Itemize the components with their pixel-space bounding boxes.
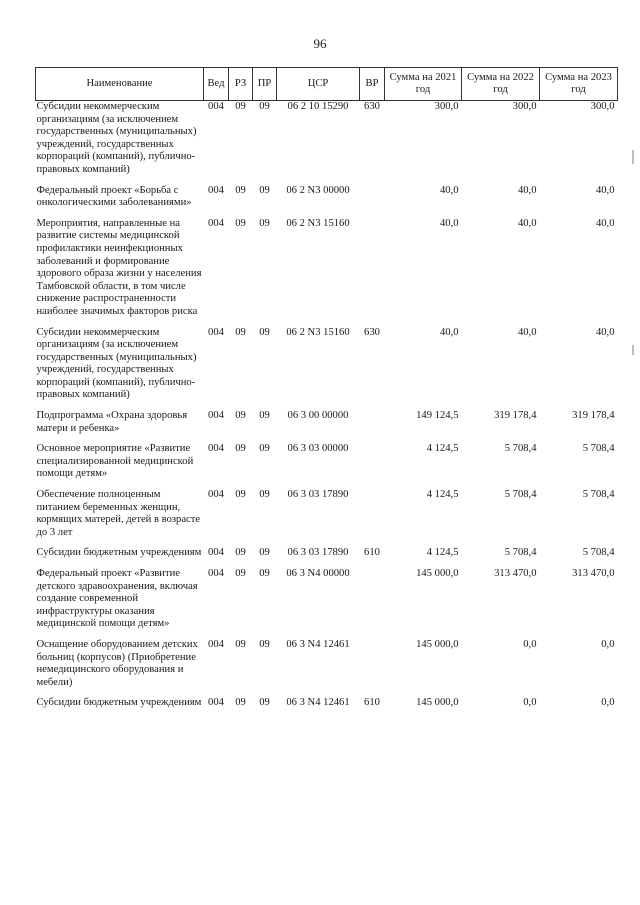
row-sum-2023: 40,0 [595, 326, 615, 338]
header-rz: РЗ [229, 68, 253, 101]
row-sum-2021: 40,0 [439, 326, 459, 338]
row-sum-2021: 149 124,5 [416, 410, 459, 422]
row-sum-2023: 5 708,4 [582, 547, 615, 559]
row-sum-2023: 0,0 [601, 638, 615, 650]
row-name: Субсидии бюджетным учреждениям [36, 697, 202, 709]
header-csr: ЦСР [277, 68, 360, 101]
row-sum-2022: 0,0 [523, 638, 537, 650]
row-ved: 004 [208, 326, 224, 338]
row-ved: 004 [208, 217, 224, 229]
row-rz: 09 [235, 101, 246, 112]
row-rz: 09 [235, 697, 246, 709]
row-sum-2022: 319 178,4 [494, 410, 537, 422]
row-csr: 06 3 03 17890 [287, 547, 349, 559]
scan-edge-mark [632, 345, 634, 355]
row-sum-2022: 5 708,4 [504, 443, 537, 455]
row-csr: 06 3 N4 00000 [286, 568, 350, 579]
row-vr: 610 [364, 697, 380, 709]
row-pr: 09 [259, 217, 270, 229]
row-sum-2021: 145 000,0 [416, 697, 459, 709]
row-pr: 09 [259, 638, 270, 650]
row-name: Мероприятия, направленные на развитие системы медицинской профилактики неинфекционных заболеваний и формирование здорового образа жизни у населения Тамбовской области, в том числе снижение распространенности наиболее значимых факторов риска [36, 217, 202, 317]
row-sum-2021: 4 124,5 [426, 489, 459, 501]
row-csr: 06 3 N4 12461 [286, 697, 350, 709]
row-ved: 004 [208, 410, 224, 422]
row-vr [360, 489, 385, 547]
table-row [36, 327, 618, 411]
row-rz: 09 [235, 326, 246, 338]
row-sum-2022: 40,0 [517, 326, 537, 338]
row-sum-2022: 40,0 [517, 217, 537, 229]
row-name: Подпрограмма «Охрана здоровья матери и ребенка» [36, 410, 188, 434]
row-ved: 004 [208, 443, 224, 455]
row-sum-2022: 5 708,4 [504, 547, 537, 559]
table-row [36, 218, 618, 327]
row-sum-2022: 313 470,0 [494, 568, 537, 579]
row-rz: 09 [235, 547, 246, 559]
row-sum-2021: 40,0 [439, 184, 459, 196]
row-vr [360, 185, 385, 218]
row-name: Субсидии некоммерческим организациям (за исключением государственных (муниципальных) учреждений, государственных корпораций (компаний), публично-правовых компаний) [36, 101, 197, 175]
row-name: Обеспечение полноценным питанием беременных женщин, кормящих матерей, детей в возрасте до 3 лет [36, 489, 201, 538]
row-rz: 09 [235, 638, 246, 650]
table-row [36, 489, 618, 547]
row-name: Федеральный проект «Борьба с онкологическими заболеваниями» [36, 184, 192, 209]
row-ved: 004 [208, 568, 224, 579]
header-sum-2023: Сумма на 2023 год [540, 68, 618, 101]
row-sum-2022: 0,0 [523, 697, 537, 709]
table-row [36, 101, 618, 185]
row-csr: 06 3 N4 12461 [286, 638, 350, 650]
row-pr: 09 [259, 101, 270, 112]
row-csr: 06 3 03 00000 [287, 443, 349, 455]
header-vr: ВР [360, 68, 385, 101]
budget-table [35, 67, 618, 718]
row-name: Оснащение оборудованием детских больниц (корпусов) (Приобретение немедицинского оборудования и мебели) [36, 638, 198, 688]
table-row [36, 547, 618, 568]
row-ved: 004 [208, 547, 224, 559]
row-sum-2023: 319 178,4 [572, 410, 615, 422]
row-name: Федеральный проект «Развитие детского здравоохранения, включая создание современной инфраструктуры оказания медицинской помощи детям» [36, 568, 198, 630]
row-rz: 09 [235, 217, 246, 229]
header-ved: Вед [204, 68, 229, 101]
table-row [36, 639, 618, 697]
row-sum-2021: 145 000,0 [416, 638, 459, 650]
row-pr: 09 [259, 326, 270, 338]
row-vr [360, 639, 385, 697]
row-csr: 06 2 N3 00000 [286, 184, 350, 196]
row-csr: 06 2 N3 15160 [286, 326, 350, 338]
row-rz: 09 [235, 568, 246, 579]
row-csr: 06 3 00 00000 [287, 410, 349, 422]
row-sum-2021: 145 000,0 [416, 568, 459, 579]
row-sum-2023: 5 708,4 [582, 489, 615, 501]
row-csr: 06 3 03 17890 [287, 489, 349, 501]
row-sum-2023: 300,0 [590, 101, 615, 112]
table-row [36, 443, 618, 489]
row-pr: 09 [259, 547, 270, 559]
table-row [36, 185, 618, 218]
row-ved: 004 [208, 638, 224, 650]
row-ved: 004 [208, 697, 224, 709]
row-ved: 004 [208, 489, 224, 501]
row-ved: 004 [208, 101, 224, 112]
row-vr: 610 [364, 547, 380, 559]
row-rz: 09 [235, 184, 246, 196]
row-vr [360, 218, 385, 327]
row-vr: 630 [364, 326, 380, 338]
row-sum-2021: 4 124,5 [426, 547, 459, 559]
header-sum-2021: Сумма на 2021 год [385, 68, 462, 101]
row-rz: 09 [235, 443, 246, 455]
row-vr [360, 443, 385, 489]
row-sum-2021: 300,0 [434, 101, 459, 112]
row-sum-2023: 0,0 [601, 697, 615, 709]
header-name: Наименование [36, 68, 204, 101]
table-header [36, 68, 618, 101]
row-sum-2023: 5 708,4 [582, 443, 615, 455]
row-sum-2023: 313 470,0 [572, 568, 615, 579]
row-pr: 09 [259, 568, 270, 579]
row-pr: 09 [259, 489, 270, 501]
row-pr: 09 [259, 443, 270, 455]
scan-edge-mark [632, 150, 634, 164]
row-csr: 06 2 10 15290 [287, 101, 349, 112]
row-name: Субсидии некоммерческим организациям (за исключением государственных (муниципальных) учреждений, государственных корпораций (компаний), публично-правовых компаний) [36, 326, 197, 401]
row-name: Субсидии бюджетным учреждениям [36, 547, 202, 559]
row-pr: 09 [259, 184, 270, 196]
row-sum-2022: 300,0 [512, 101, 537, 112]
row-pr: 09 [259, 410, 270, 422]
row-sum-2022: 40,0 [517, 184, 537, 196]
row-vr: 630 [364, 101, 380, 112]
row-sum-2022: 5 708,4 [504, 489, 537, 501]
row-sum-2023: 40,0 [595, 217, 615, 229]
row-csr: 06 2 N3 15160 [286, 217, 350, 229]
page-number: 96 [313, 36, 327, 51]
table-row [36, 568, 618, 639]
row-vr [360, 568, 385, 639]
table-row [36, 697, 618, 718]
row-ved: 004 [208, 184, 224, 196]
row-sum-2021: 40,0 [439, 217, 459, 229]
row-rz: 09 [235, 489, 246, 501]
row-vr [360, 410, 385, 443]
row-pr: 09 [259, 697, 270, 709]
row-name: Основное мероприятие «Развитие специализированной медицинской помощи детям» [36, 443, 194, 480]
row-sum-2021: 4 124,5 [426, 443, 459, 455]
table-row [36, 410, 618, 443]
header-sum-2022: Сумма на 2022 год [462, 68, 540, 101]
header-pr: ПР [253, 68, 277, 101]
row-sum-2023: 40,0 [595, 184, 615, 196]
row-rz: 09 [235, 410, 246, 422]
